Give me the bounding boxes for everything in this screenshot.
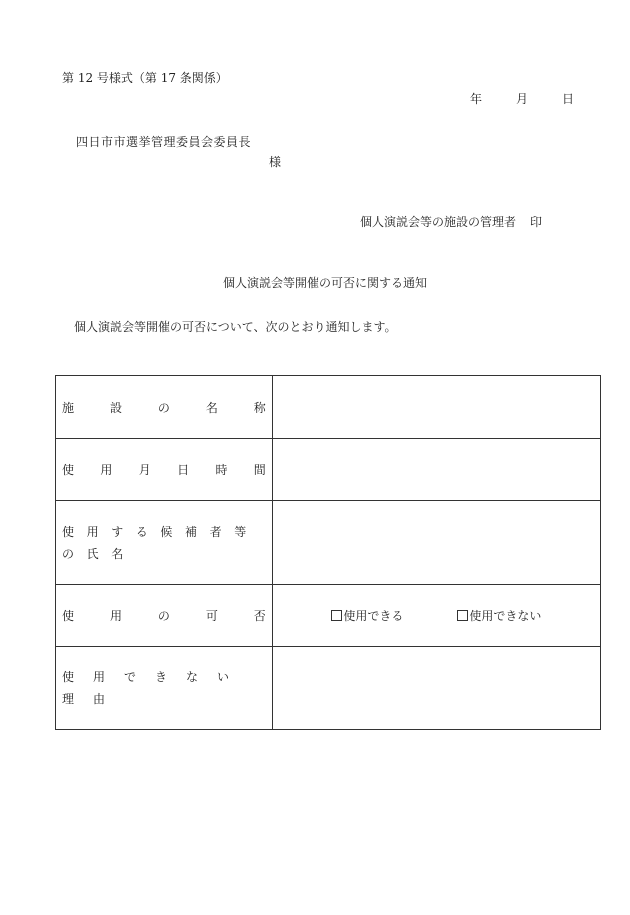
label-char: の [157, 400, 170, 415]
label-char: 用 [109, 609, 122, 623]
table-row [56, 501, 601, 585]
usage-availability-label [56, 585, 273, 647]
sender-line [360, 213, 542, 230]
date-month-label: 月 [516, 92, 529, 106]
date-day-label: 日 [562, 92, 575, 106]
label-char: 否 [253, 609, 266, 623]
label-char: 名 [205, 400, 218, 415]
table-row [56, 439, 601, 501]
notification-table [55, 375, 601, 730]
candidate-name-field[interactable] [272, 501, 600, 585]
checkbox-icon[interactable] [331, 610, 342, 621]
label-char: 称 [253, 400, 266, 415]
candidate-name-label [56, 501, 273, 585]
option-available[interactable] [331, 607, 403, 624]
date-line [470, 90, 574, 107]
seal-mark: 印 [530, 215, 543, 229]
table-row [56, 647, 601, 730]
label-char: 時 [215, 463, 228, 477]
label-char: 用 [100, 463, 113, 477]
candidate-name-label-text: 使用する候補者等の氏名 [62, 524, 259, 561]
unavailable-reason-label [56, 647, 273, 730]
option-unavailable[interactable] [457, 607, 541, 624]
label-char: 可 [205, 609, 218, 623]
label-char: 設 [109, 400, 122, 415]
facility-name-field[interactable] [272, 376, 600, 439]
label-char: 日 [177, 463, 190, 477]
option-available-label: 使用できる [343, 609, 404, 623]
unavailable-reason-field[interactable] [272, 647, 600, 730]
usage-availability-field [272, 585, 600, 647]
usage-datetime-label [56, 439, 273, 501]
label-char: の [157, 609, 170, 623]
usage-datetime-field[interactable] [272, 439, 600, 501]
label-char: 使 [62, 463, 75, 477]
table-row [56, 585, 601, 647]
checkbox-icon[interactable] [457, 610, 468, 621]
option-unavailable-label: 使用できない [469, 609, 542, 623]
table-row [56, 376, 601, 439]
date-year-label: 年 [470, 92, 483, 106]
unavailable-reason-label-text: 使用できない理由 [62, 670, 249, 706]
addressee-organization: 四日市市選挙管理委員会委員長 [76, 135, 252, 149]
label-char: 間 [253, 463, 266, 477]
form-number: 第 12 号様式（第 17 条関係） [62, 71, 228, 85]
label-char: 使 [62, 609, 75, 623]
sender-title: 個人演説会等の施設の管理者 [360, 215, 517, 229]
document-title: 個人演説会等開催の可否に関する通知 [222, 276, 427, 290]
label-char: 月 [138, 463, 151, 477]
label-char: 施 [62, 400, 75, 415]
addressee-honorific: 様 [269, 155, 282, 169]
document-body: 個人演説会等開催の可否について、次のとおり通知します。 [74, 320, 397, 334]
facility-name-label [56, 376, 273, 439]
